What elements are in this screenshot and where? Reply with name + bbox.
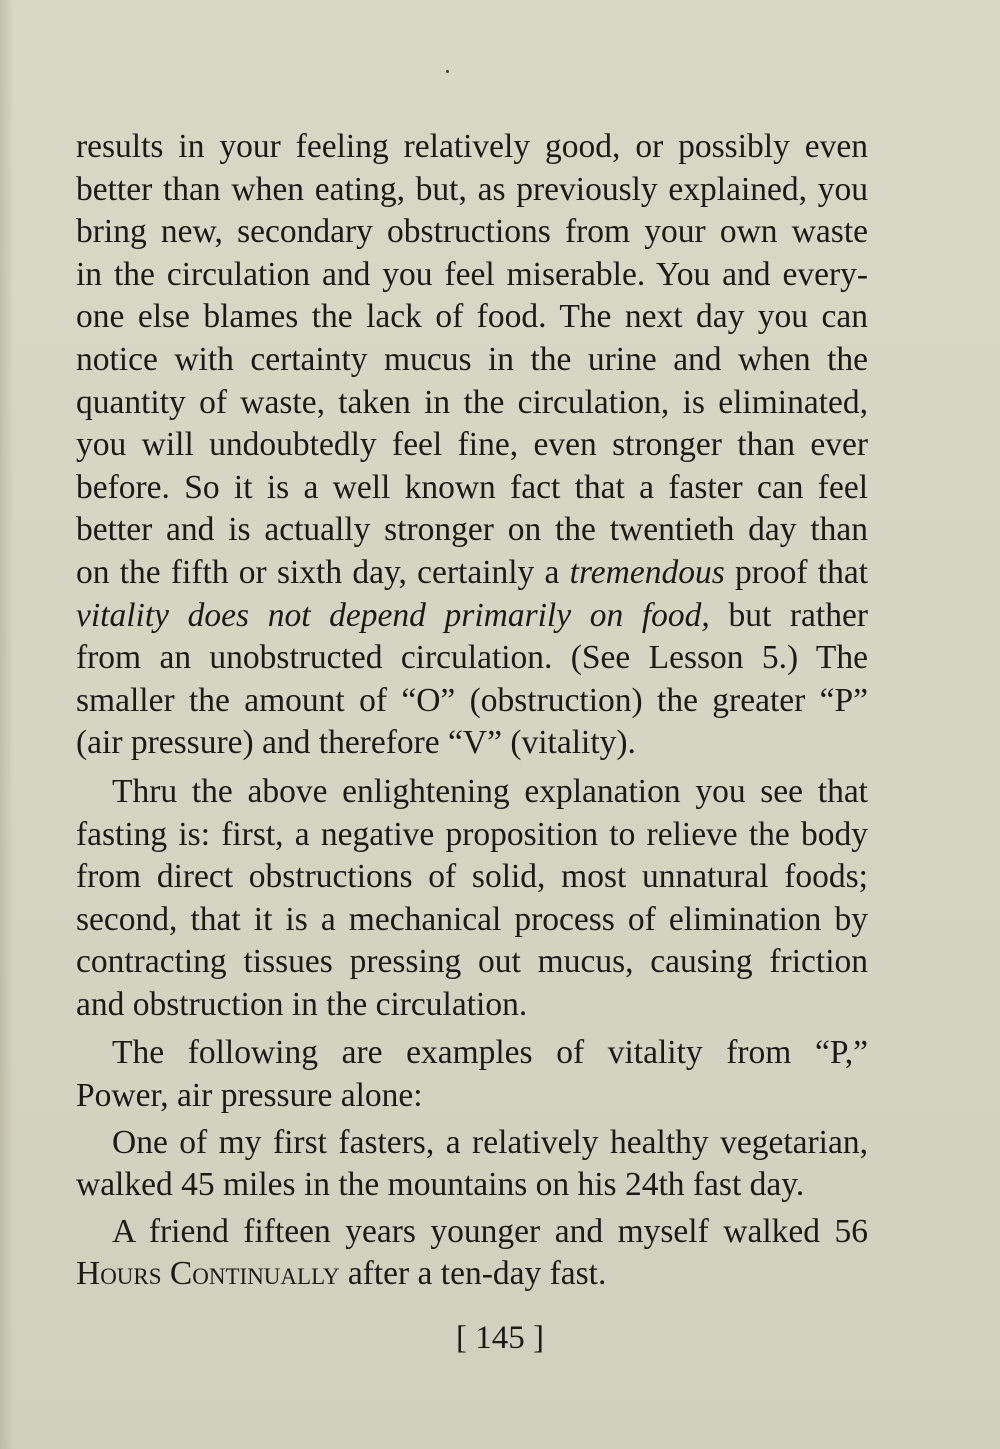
text-line: and obstruction in the circulation. <box>76 985 528 1023</box>
text-line: second, that it is a mechanical process of elimination by <box>76 900 868 938</box>
text-line: before. So it is a well known fact that a faster can feel <box>76 468 868 506</box>
text-line: fasting is: first, a negative proposition to relieve the body <box>76 815 868 853</box>
page-body <box>76 126 868 1296</box>
text-line: Thru the above enlightening explanation you see that <box>112 772 868 810</box>
text-line: one else blames the lack of food. The next day you can <box>76 298 868 336</box>
text-line: from direct obstructions of solid, most unnatural foods; <box>76 858 868 896</box>
text-line: from an unobstructed circulation. (See Lesson 5.) The <box>76 639 868 677</box>
paragraph-3 <box>76 1032 868 1117</box>
paragraph-5 <box>76 1211 868 1296</box>
text-line: results in your feeling relatively good, or possibly even <box>76 128 868 165</box>
ink-speck <box>446 70 449 73</box>
text-line: better than when eating, but, as previously explained, you <box>76 170 868 208</box>
paragraph-1 <box>76 126 868 765</box>
text-line: One of my first fasters, a relatively healthy vegetarian, <box>112 1123 868 1161</box>
text-line: Power, air pressure alone: <box>76 1077 423 1115</box>
emphasis-text: vitality does not depend primarily on food, <box>76 596 710 634</box>
page-edge-shadow <box>0 0 14 1449</box>
text-line: better and is actually stronger on the twentieth day than <box>76 511 868 549</box>
text-run: on the fifth or sixth day, certainly a <box>76 553 560 591</box>
paragraph-4 <box>76 1122 868 1207</box>
text-line: quantity of waste, taken in the circulation, is eliminated, <box>76 383 868 421</box>
text-run: proof that <box>734 553 868 591</box>
emphasis-text: tremendous <box>569 553 725 591</box>
text-line: (air pressure) and therefore “V” (vitality). <box>76 724 636 762</box>
text-line: smaller the amount of “O” (obstruction) the greater “P” <box>76 681 868 719</box>
text-line: in the circulation and you feel miserable. You and every- <box>76 255 868 293</box>
text-line: The following are examples of vitality from “P,” <box>112 1034 868 1072</box>
text-run: after a ten-day fast. <box>347 1255 607 1293</box>
page-number: [ 145 ] <box>456 1320 544 1356</box>
text-line: contracting tissues pressing out mucus, causing friction <box>76 943 868 981</box>
paragraph-2 <box>76 771 868 1027</box>
text-line: bring new, secondary obstructions from your own waste <box>76 213 868 251</box>
small-caps-text: Hours Continually <box>76 1255 340 1293</box>
text-run: but rather <box>728 596 868 634</box>
text-line: A friend fifteen years younger and myself walked 56 <box>112 1212 868 1250</box>
text-line <box>76 595 868 638</box>
text-line: you will undoubtedly feel fine, even stronger than ever <box>76 426 868 464</box>
text-line <box>76 1253 868 1296</box>
text-line: walked 45 miles in the mountains on his 24th fast day. <box>76 1166 805 1204</box>
text-line <box>76 552 868 595</box>
text-line: notice with certainty mucus in the urine and when the <box>76 340 868 378</box>
